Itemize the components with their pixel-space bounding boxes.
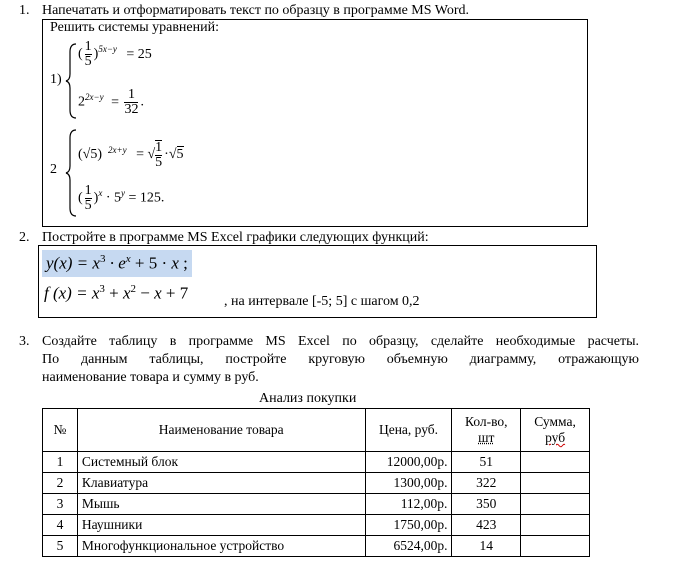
row-qty: 350 bbox=[452, 494, 521, 515]
table-title: Анализ покупки bbox=[259, 391, 357, 406]
row-price: 1300,00р. bbox=[365, 473, 452, 494]
function-f: f $(x) = x^3 + x^2 - x + 7$ bbox=[44, 283, 189, 303]
row-name: Клавиатура bbox=[77, 473, 365, 494]
system2-label: 2 bbox=[50, 162, 57, 177]
row-sum bbox=[521, 452, 590, 473]
system1-brace bbox=[64, 42, 78, 120]
row-price: 6524,00р. bbox=[365, 536, 452, 557]
task3-line3: наименование товара и сумму в руб. bbox=[42, 370, 259, 385]
row-name: Системный блок bbox=[77, 452, 365, 473]
row-sum bbox=[521, 473, 590, 494]
table-row bbox=[43, 473, 590, 494]
row-no: 3 bbox=[43, 494, 78, 515]
system1-label: 1) bbox=[50, 72, 62, 87]
row-price: 1750,00р. bbox=[365, 515, 452, 536]
row-price: 12000,00р. bbox=[365, 452, 452, 473]
row-sum bbox=[521, 515, 590, 536]
table-header-row bbox=[43, 409, 590, 452]
row-sum bbox=[521, 494, 590, 515]
eq1a: ( $\frac{1}{5}$ )$^{5x-y}$ = 25 bbox=[78, 39, 152, 69]
row-no: 4 bbox=[43, 515, 78, 536]
row-no: 2 bbox=[43, 473, 78, 494]
task3-line2: По данным таблицы, постройте круговую объемную диаграмму, отражающую bbox=[42, 352, 639, 367]
row-no: 5 bbox=[43, 536, 78, 557]
task3-line1: Создайте таблицу в программе MS Excel по образцу, сделайте необходимые расчеты. bbox=[42, 334, 639, 349]
header-no: № bbox=[43, 409, 78, 452]
task1-text: Напечатать и отформатировать текст по образцу в программе MS Word. bbox=[42, 3, 470, 18]
row-name: Многофункциональное устройство bbox=[77, 536, 365, 557]
row-qty: 322 bbox=[452, 473, 521, 494]
table-row bbox=[43, 536, 590, 557]
eq2b: ( $\frac{1}{5}$ )$^x \cdot 5^y = 125$. bbox=[78, 183, 165, 213]
interval-text: , на интервале [-5; 5] с шагом 0,2 bbox=[224, 294, 420, 309]
purchase-table bbox=[42, 408, 590, 557]
system2-brace bbox=[64, 128, 78, 218]
task3-number: 3. bbox=[19, 334, 30, 349]
header-price: Цена, руб. bbox=[365, 409, 452, 452]
task1-heading: Решить системы уравнений: bbox=[50, 20, 220, 35]
row-no: 1 bbox=[43, 452, 78, 473]
row-qty: 14 bbox=[452, 536, 521, 557]
row-sum bbox=[521, 536, 590, 557]
task1-number: 1. bbox=[19, 3, 30, 18]
header-name: Наименование товара bbox=[77, 409, 365, 452]
table-row bbox=[43, 494, 590, 515]
row-qty: 423 bbox=[452, 515, 521, 536]
row-name: Наушники bbox=[77, 515, 365, 536]
header-qty: Кол-во, шт bbox=[452, 409, 521, 452]
function-y: $y(x) = x^3 \cdot e^x + 5 \cdot x$ ; bbox=[42, 250, 192, 277]
row-name: Мышь bbox=[77, 494, 365, 515]
table-row bbox=[43, 452, 590, 473]
row-price: 112,00р. bbox=[365, 494, 452, 515]
task2-number: 2. bbox=[19, 230, 30, 245]
eq2a: (√5) $^{2x+y}$ = √ $\frac{1}{5}$ ·√5 bbox=[78, 140, 184, 170]
eq1b: $2^{2x-y}$ = $\frac{1}{32}$ . bbox=[78, 87, 144, 117]
header-sum: Сумма, руб bbox=[521, 409, 590, 452]
task2-text: Постройте в программе MS Excel графики следующих функций: bbox=[42, 230, 429, 245]
table-row bbox=[43, 515, 590, 536]
row-qty: 51 bbox=[452, 452, 521, 473]
